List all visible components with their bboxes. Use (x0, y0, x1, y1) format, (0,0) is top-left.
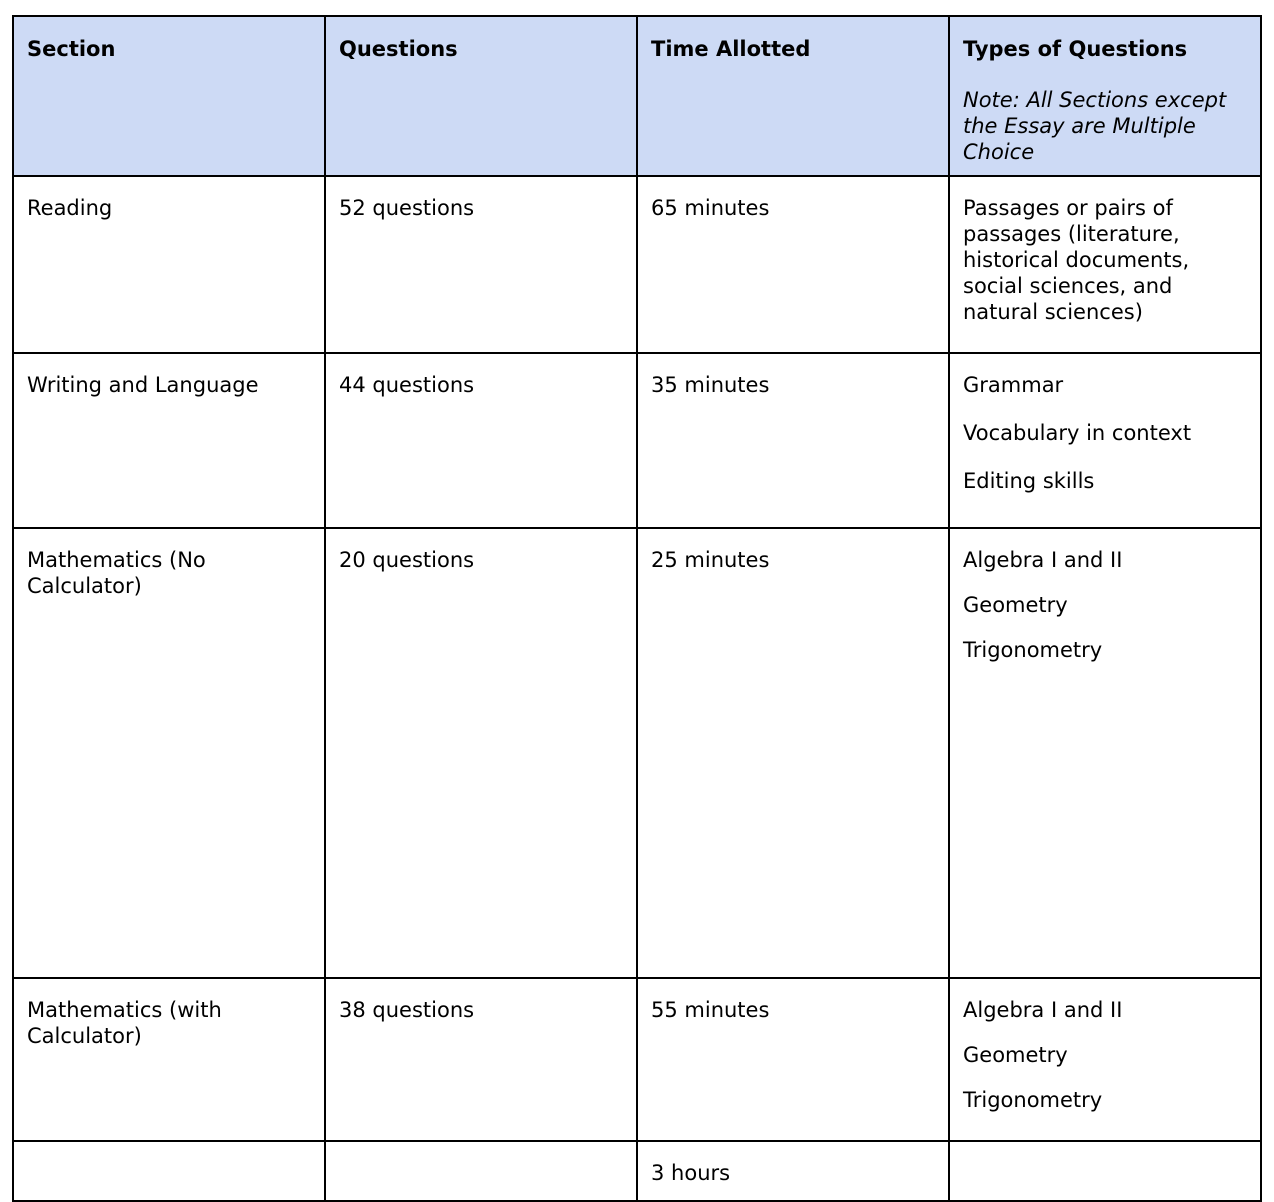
question-type: Algebra I and II (963, 998, 1123, 1022)
cell-questions (325, 528, 637, 978)
question-type: Geometry (963, 1043, 1068, 1067)
cell-time (637, 176, 949, 353)
header-types-label: Types of Questions (963, 37, 1188, 61)
total-questions (325, 1141, 637, 1201)
cell-time (637, 978, 949, 1141)
table-row (13, 176, 1261, 353)
section-name: Mathematics (with Calculator) (27, 998, 222, 1048)
header-time (637, 16, 949, 176)
cell-time (637, 353, 949, 528)
question-type: Trigonometry (963, 1088, 1103, 1112)
sat-sections-table (12, 15, 1262, 1202)
cell-section (13, 353, 325, 528)
time-allotted: 65 minutes (651, 196, 770, 220)
question-type: Grammar (963, 373, 1064, 397)
cell-section (13, 528, 325, 978)
table-row (13, 353, 1261, 528)
total-section (13, 1141, 325, 1201)
question-type: Vocabulary in context (963, 421, 1192, 445)
time-allotted: 25 minutes (651, 548, 770, 572)
header-note: Note: All Sections except the Essay are Multiple Choice (963, 88, 1227, 164)
time-allotted: 35 minutes (651, 373, 770, 397)
cell-section (13, 176, 325, 353)
cell-types (949, 528, 1261, 978)
question-count: 38 questions (339, 998, 475, 1022)
cell-types (949, 353, 1261, 528)
question-count: 44 questions (339, 373, 475, 397)
cell-types (949, 978, 1261, 1141)
header-section (13, 16, 325, 176)
total-types (949, 1141, 1261, 1201)
cell-types (949, 176, 1261, 353)
question-type: Passages or pairs of passages (literature, historical documents, social sciences, and natural sciences) (963, 196, 1190, 324)
question-count: 20 questions (339, 548, 475, 572)
question-type: Algebra I and II (963, 548, 1123, 572)
question-type: Editing skills (963, 469, 1095, 493)
section-name: Reading (27, 196, 113, 220)
total-time-value: 3 hours (651, 1161, 731, 1185)
header-questions (325, 16, 637, 176)
cell-section (13, 978, 325, 1141)
question-count: 52 questions (339, 196, 475, 220)
header-row (13, 16, 1261, 176)
total-time (637, 1141, 949, 1201)
cell-questions (325, 978, 637, 1141)
header-time-label: Time Allotted (651, 37, 811, 61)
cell-time (637, 528, 949, 978)
header-types (949, 16, 1261, 176)
cell-questions (325, 353, 637, 528)
header-section-label: Section (27, 37, 116, 61)
total-row (13, 1141, 1261, 1201)
section-name: Mathematics (No Calculator) (27, 548, 206, 598)
time-allotted: 55 minutes (651, 998, 770, 1022)
table-row (13, 528, 1261, 978)
table-row (13, 978, 1261, 1141)
cell-questions (325, 176, 637, 353)
section-name: Writing and Language (27, 373, 259, 397)
question-type: Trigonometry (963, 638, 1103, 662)
header-questions-label: Questions (339, 37, 458, 61)
question-type: Geometry (963, 593, 1068, 617)
